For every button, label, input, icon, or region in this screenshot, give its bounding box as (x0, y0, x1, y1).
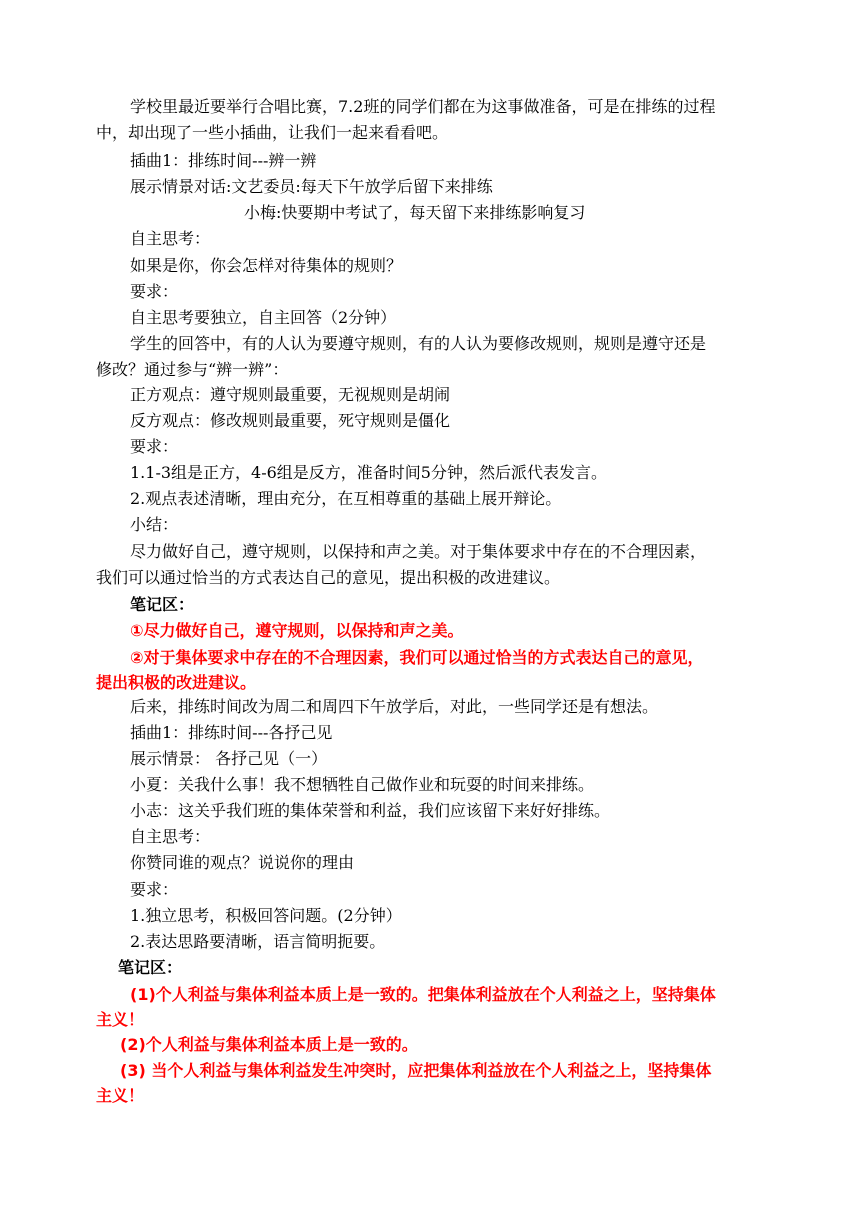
note-line: ①尽力做好自己，遵守规则，以保持和声之美。 (130, 621, 464, 640)
note-line: ②对于集体要求中存在的不合理因素，我们可以通过恰当的方式表达自己的意见， (130, 648, 704, 667)
note-line: 提出积极的改进建议。 (96, 673, 257, 692)
paragraph-line: 1.独立思考，积极回答问题。(2分钟） (130, 906, 402, 925)
note-line: (2)个人利益与集体利益本质上是一致的。 (120, 1035, 418, 1054)
paragraph-line: 展示情景对话:文艺委员:每天下午放学后留下来排练 (130, 177, 493, 196)
note-line: (3) 当个人利益与集体利益发生冲突时，应把集体利益放在个人利益之上，坚持集体 (120, 1061, 712, 1080)
paragraph-line: 展示情景： 各抒己见（一） (130, 749, 328, 768)
paragraph-line: 小夏：关我什么事！我不想牺牲自己做作业和玩耍的时间来排练。 (130, 775, 595, 794)
paragraph-line: 小梅:快要期中考试了，每天留下来排练影响复习 (244, 203, 586, 222)
paragraph-line: 你赞同谁的观点？说说你的理由 (130, 853, 355, 872)
paragraph-line: 要求： (130, 437, 179, 456)
note-line: (1)个人利益与集体利益本质上是一致的。把集体利益放在个人利益之上，坚持集体 (130, 985, 716, 1004)
paragraph-line: 尽力做好自己，遵守规则，以保持和声之美。对于集体要求中存在的不合理因素， (130, 542, 707, 561)
paragraph-line: 1.1-3组是正方，4-6组是反方，准备时间5分钟，然后派代表发言。 (130, 463, 607, 482)
paragraph-line: 学校里最近要举行合唱比赛，7.2班的同学们都在为这事做准备，可是在排练的过程 (130, 97, 716, 116)
paragraph-line: 我们可以通过恰当的方式表达自己的意见，提出积极的改进建议。 (96, 568, 561, 587)
paragraph-line: 反方观点：修改规则最重要，死守规则是僵化 (130, 411, 451, 430)
paragraph-line: 自主思考要独立，自主回答（2分钟） (130, 308, 397, 327)
paragraph-line: 小结： (130, 515, 179, 534)
paragraph-line: 后来，排练时间改为周二和周四下午放学后，对此，一些同学还是有想法。 (130, 697, 659, 716)
paragraph-line: 如果是你，你会怎样对待集体的规则？ (130, 256, 403, 275)
paragraph-line: 小志：这关乎我们班的集体荣誉和利益，我们应该留下来好好排练。 (130, 801, 611, 820)
notes-heading: 笔记区： (130, 595, 195, 614)
paragraph-line: 要求： (130, 282, 179, 301)
paragraph-line: 2.表达思路要清晰，语言简明扼要。 (130, 932, 386, 951)
note-line: 主义！ (96, 1010, 145, 1029)
paragraph-line: 自主思考： (130, 827, 211, 846)
notes-heading: 笔记区： (118, 958, 183, 977)
paragraph-line: 学生的回答中，有的人认为要遵守规则，有的人认为要修改规则，规则是遵守还是 (130, 334, 707, 353)
paragraph-line: 修改？通过参与“辨一辨”： (96, 360, 289, 379)
paragraph-line: 要求： (130, 880, 179, 899)
heading-line: 插曲1：排练时间---各抒己见 (130, 723, 333, 742)
note-line: 主义！ (96, 1086, 145, 1105)
paragraph-line: 正方观点：遵守规则最重要，无视规则是胡闹 (130, 385, 451, 404)
paragraph-line: 2.观点表述清晰，理由充分，在互相尊重的基础上展开辩论。 (130, 489, 562, 508)
paragraph-line: 自主思考： (130, 229, 211, 248)
heading-line: 插曲1：排练时间---辨一辨 (130, 151, 317, 170)
paragraph-line: 中，却出现了一些小插曲，让我们一起来看看吧。 (96, 123, 449, 142)
